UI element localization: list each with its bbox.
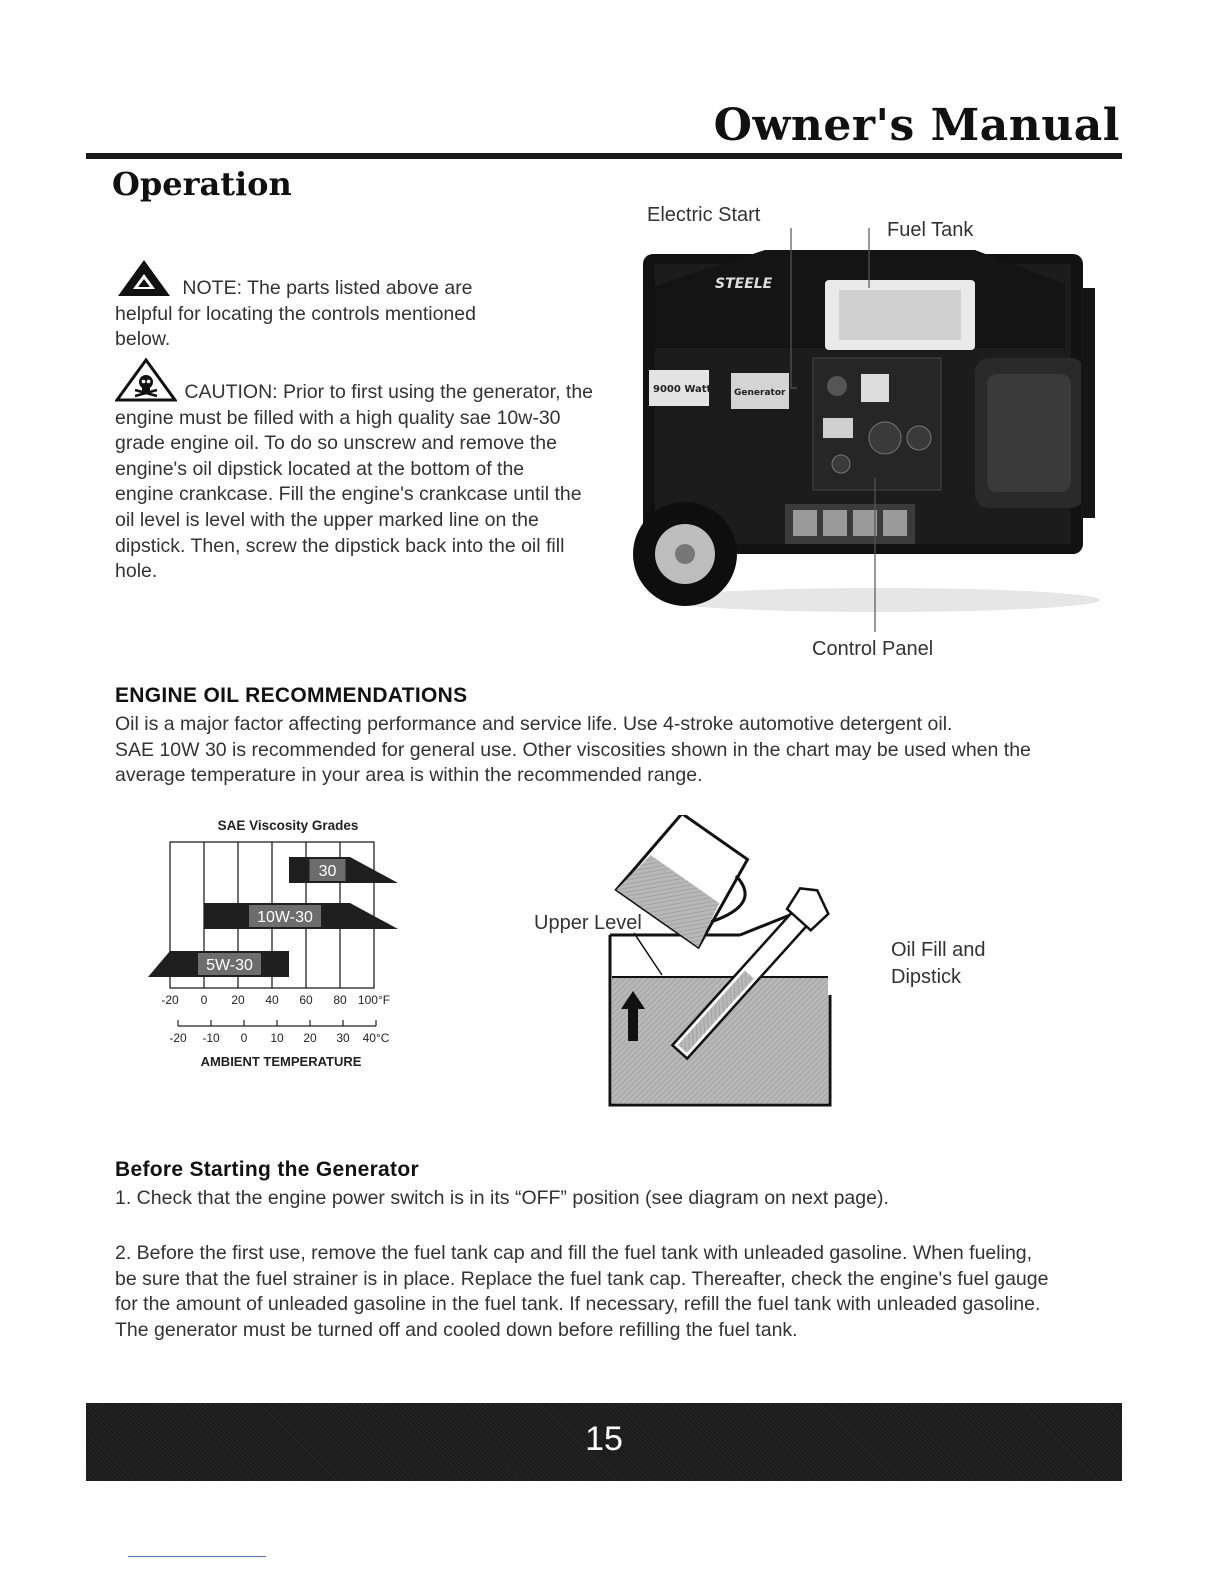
note-block	[115, 258, 615, 353]
upper-level-label: Upper Level	[534, 912, 642, 934]
chart-xlabel: AMBIENT TEMPERATURE	[200, 1054, 362, 1069]
caution-line: engine's oil dipstick located at the bottom of the	[115, 457, 525, 480]
caution-line-1: CAUTION: Prior to first using the generator, the	[184, 381, 594, 403]
chart-tick-f: 100°F	[357, 993, 391, 1007]
note-line-3: below.	[115, 328, 171, 351]
page-number: 15	[585, 1420, 623, 1458]
link-underline	[128, 1556, 266, 1557]
oil-heading: ENGINE OIL RECOMMENDATIONS	[115, 684, 468, 707]
step-2-line: for the amount of unleaded gasoline in the fuel tank. If necessary, refill the fuel tank with unleaded gasoline.	[115, 1293, 1041, 1316]
chart-bar-label: 30	[318, 863, 337, 880]
warning-triangle-icon	[115, 258, 173, 298]
oil-line-3: average temperature in your area is within the recommended range.	[115, 764, 703, 787]
step-1: 1. Check that the engine power switch is in its “OFF” position (see diagram on next page).	[115, 1187, 889, 1209]
oil-line-1: Oil is a major factor affecting performance and service life. Use 4-stroke automotive detergent oil.	[115, 713, 953, 735]
step-2-line: 2. Before the first use, remove the fuel tank cap and fill the fuel tank with unleaded gasoline. When fueling,	[115, 1242, 1033, 1264]
electric-start-label: Electric Start	[647, 204, 761, 226]
section-title: Operation	[112, 165, 292, 203]
caution-line: hole.	[115, 560, 158, 583]
fuel-tank-label: Fuel Tank	[887, 219, 974, 241]
caution-line: engine crankcase. Fill the engine's crankcase until the	[115, 483, 582, 506]
generator-illustration	[615, 228, 1115, 638]
brand-text: STEELE	[715, 276, 773, 292]
viscosity-chart	[140, 812, 430, 1074]
control-panel-label: Control Panel	[812, 638, 934, 660]
chart-tick-f: 80	[333, 993, 347, 1007]
chart-tick-f: 60	[299, 993, 313, 1007]
step-2-line: The generator must be turned off and cooled down before refilling the fuel tank.	[115, 1318, 798, 1341]
note-line-2: helpful for locating the controls mentioned	[115, 302, 476, 325]
caution-line: engine must be filled with a high quality sae 10w-30	[115, 406, 561, 429]
dipstick-diagram	[590, 815, 880, 1110]
chart-tick-c: 40°C	[362, 1031, 390, 1045]
oil-line-2: SAE 10W 30 is recommended for general use. Other viscosities shown in the chart may be used when the	[115, 738, 1031, 761]
chart-tick-c: -20	[169, 1031, 187, 1045]
chart-tick-c: 20	[303, 1031, 317, 1045]
header-rule	[86, 153, 1122, 159]
oil-paragraph	[115, 712, 1115, 789]
chart-bar-label: 10W-30	[257, 909, 313, 926]
skull-warning-icon	[115, 358, 177, 402]
caution-block	[115, 358, 625, 585]
manual-title: Owner's Manual	[713, 100, 1120, 151]
chart-tick-f: 20	[231, 993, 245, 1007]
chart-tick-c: 30	[336, 1031, 350, 1045]
generator-badge: Generator	[734, 388, 786, 398]
chart-tick-f: -20	[161, 993, 179, 1007]
caution-line: oil level is level with the upper marked line on the	[115, 508, 539, 531]
chart-tick-c: 10	[270, 1031, 284, 1045]
chart-tick-c: -10	[202, 1031, 220, 1045]
chart-title: SAE Viscosity Grades	[217, 818, 359, 833]
oil-fill-label	[891, 937, 985, 991]
chart-bar-label: 5W-30	[206, 957, 253, 974]
note-line-1: NOTE: The parts listed above are	[182, 277, 473, 299]
before-start-heading: Before Starting the Generator	[115, 1158, 419, 1181]
chart-tick-f: 0	[200, 993, 208, 1007]
caution-line: grade engine oil. To do so unscrew and remove the	[115, 432, 557, 455]
step-2-line: be sure that the fuel strainer is in place. Replace the fuel tank cap. Thereafter, check the engine's fuel gauge	[115, 1267, 1049, 1290]
chart-tick-f: 40	[265, 993, 279, 1007]
oil-fill-line-2: Dipstick	[891, 966, 962, 988]
chart-tick-c: 0	[240, 1031, 248, 1045]
step-2	[115, 1241, 1115, 1343]
caution-line: dipstick. Then, screw the dipstick back into the oil fill	[115, 534, 565, 557]
oil-fill-line-1: Oil Fill and	[891, 939, 986, 961]
wattage-badge: 9000 Watt	[653, 384, 712, 395]
